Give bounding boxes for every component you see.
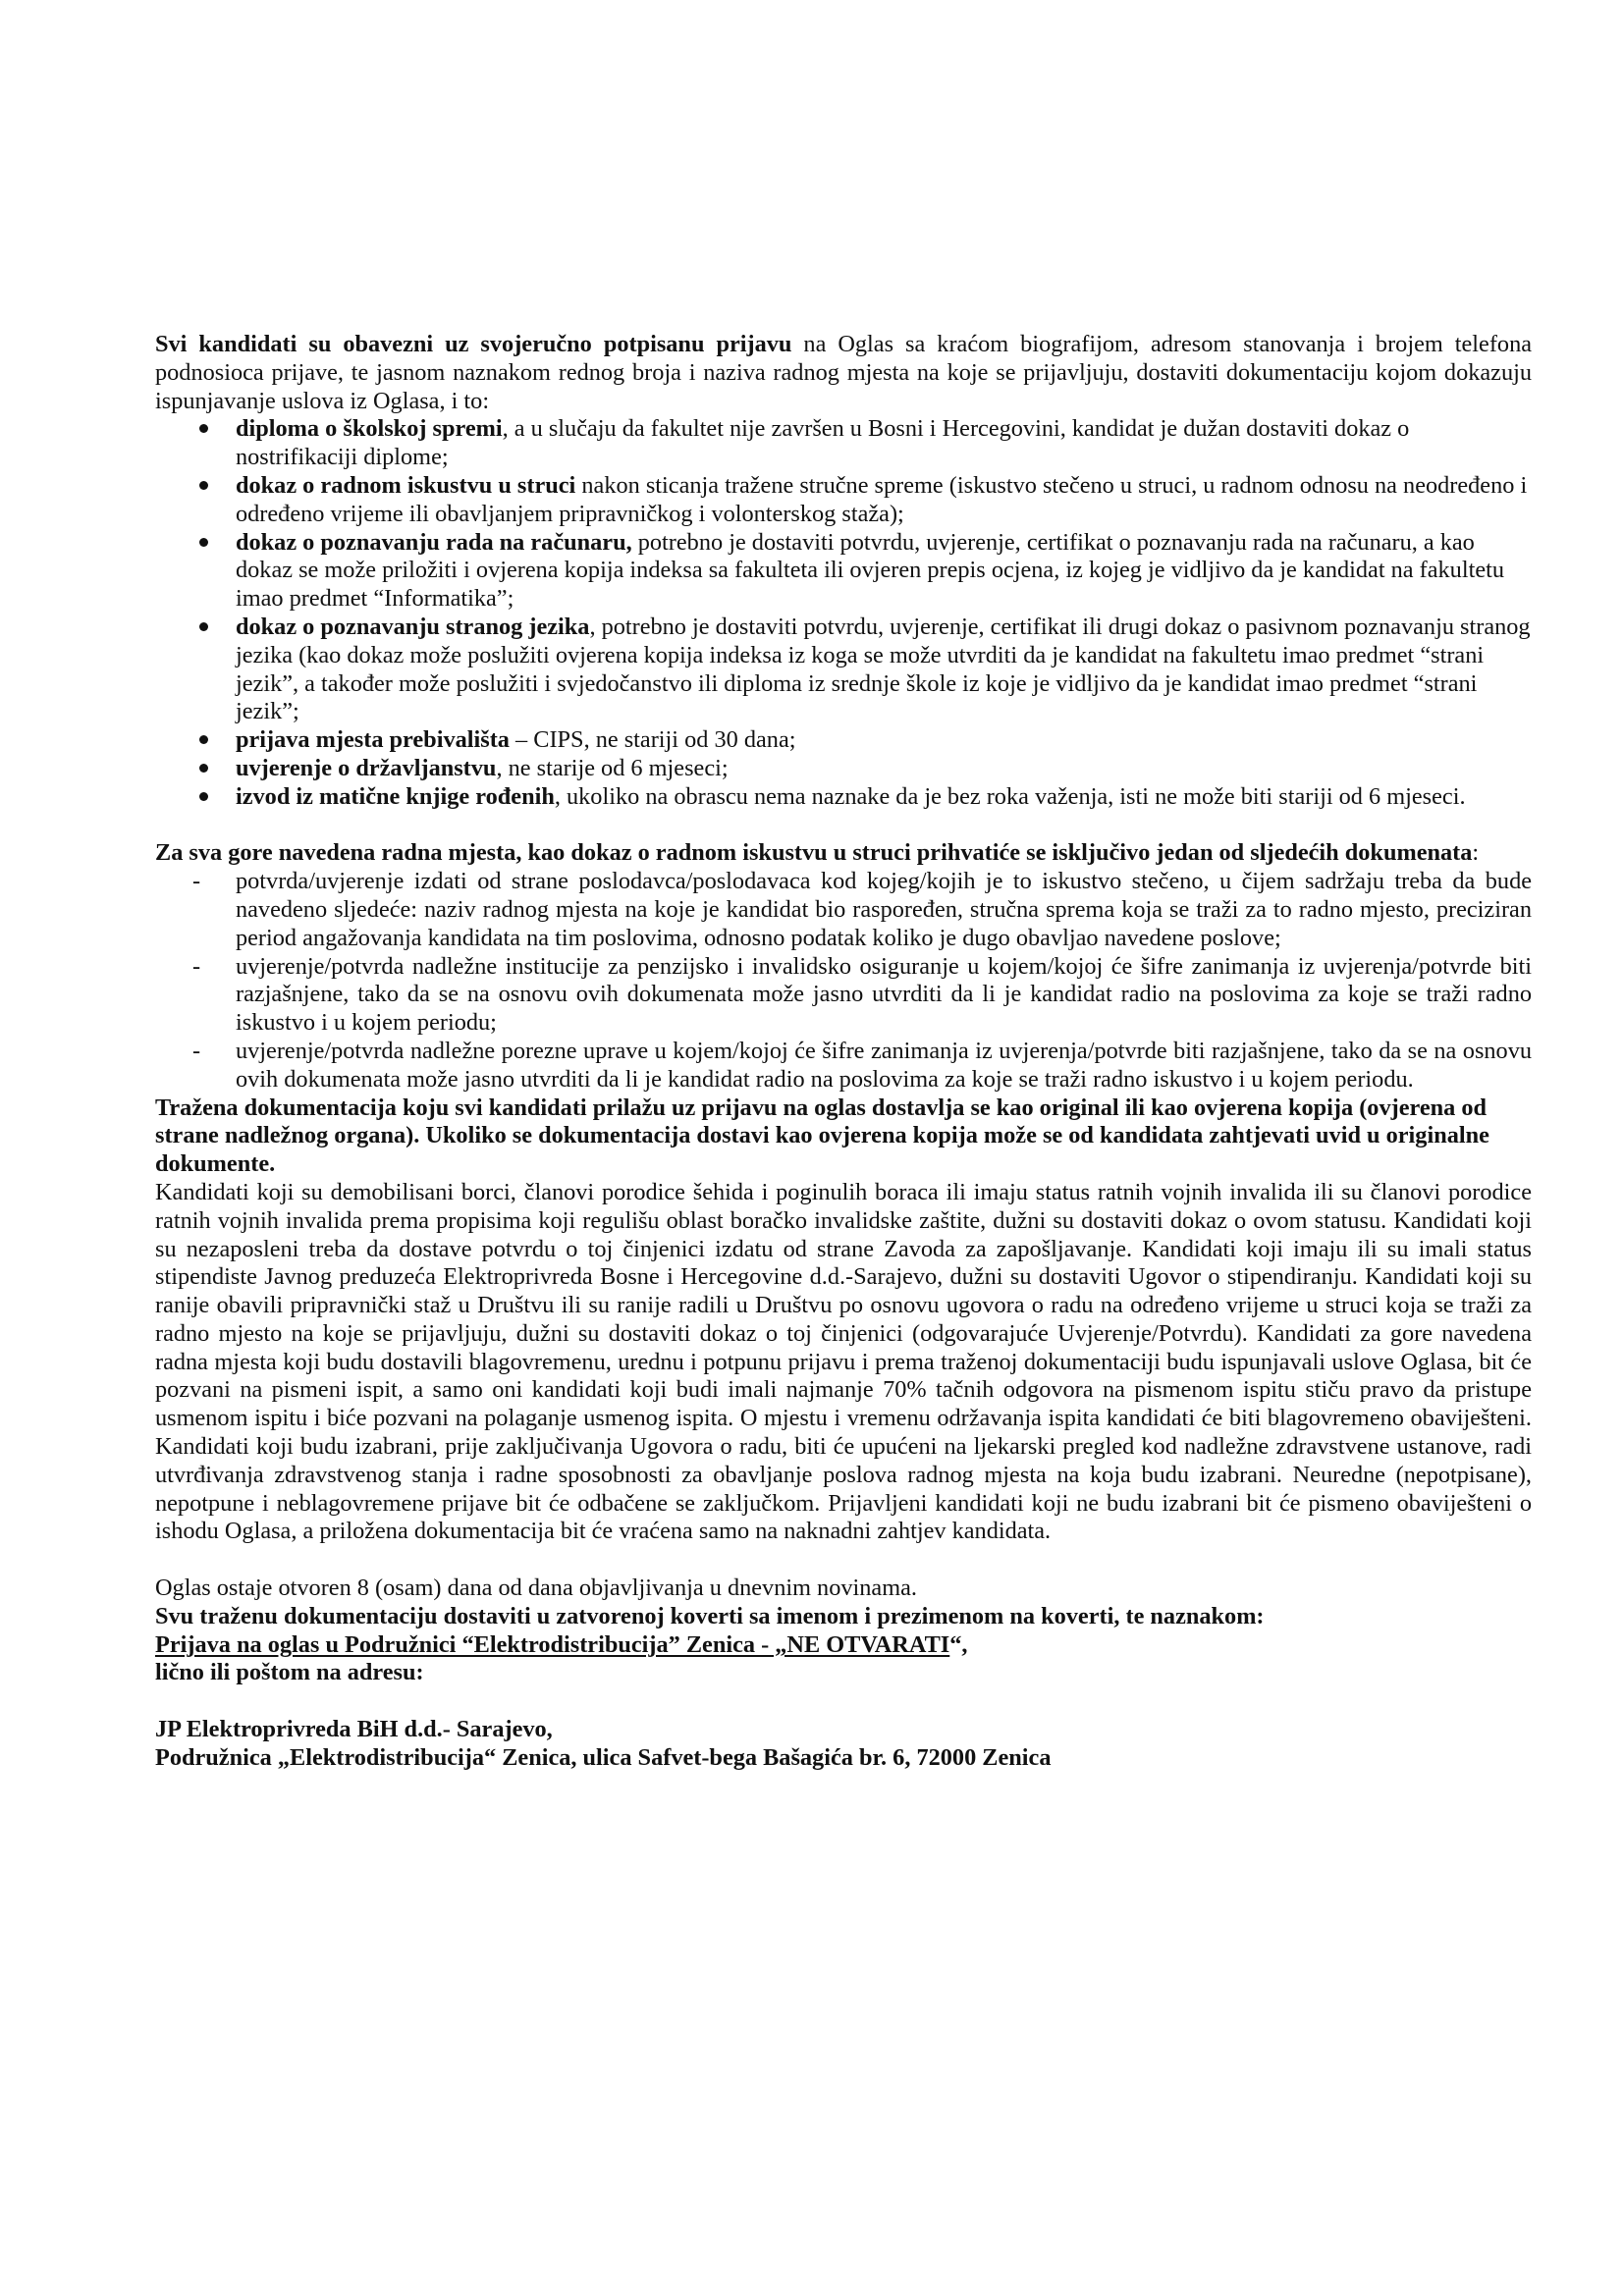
bullet-icon (196, 415, 236, 444)
list-item (155, 472, 1532, 529)
spacer (155, 1687, 1532, 1716)
required-documents-list (155, 415, 1532, 811)
item-text: potrebno je dostaviti potvrdu, uvjerenje, certifikat o poznavanju rada na računaru, a kao dokaz se može priložiti i ovjerena kopija indeksa sa fakulteta ili ovjeren prepis ocjena, iz kojeg je vidljivo da je kandidat na fakultetu imao predmet “Informatika”; (236, 528, 1505, 613)
item-text: uvjerenje/potvrda nadležne porezne uprave u kojem/kojoj će šifre zanimanja iz uvjerenja/potvrde biti razjašnjene, tako da se na osnovu ovih dokumenata može jasno utvrditi da li je kandidat radio na poslovima za koje se traži radno iskustvo i u kojem periodu. (236, 1037, 1532, 1093)
item-title: dokaz o radnom iskustvu u struci (236, 471, 576, 499)
address-line-1: JP Elektroprivreda BiH d.d.- Sarajevo, (155, 1716, 553, 1743)
item-title: prijava mjesta prebivališta (236, 726, 510, 754)
dash-icon: - (192, 1037, 201, 1064)
item-title: izvod iz matične knjige rođenih (236, 782, 555, 810)
experience-heading (155, 839, 1532, 868)
bullet-icon (196, 726, 236, 755)
dash-icon: - (192, 868, 201, 895)
list-item (155, 868, 1532, 952)
bullet-icon (196, 614, 236, 642)
document-page (155, 331, 1532, 1773)
spacer (155, 1546, 1532, 1575)
envelope-label-suffix: “, (949, 1630, 968, 1658)
list-item (155, 529, 1532, 614)
experience-documents-list (155, 868, 1532, 1094)
item-text: , potrebno je dostaviti potvrdu, uvjerenje, certifikat ili drugi dokaz o pasivnom poznavanju stranog jezika (kao dokaz može poslužiti ovjerena kopija indeksa iz koga se može utvrditi da je kandidat na fakultetu imao predmet “strani jezik”, a također može poslužiti i svjedočanstvo ili diploma iz srednje škole iz koje je vidljivo da je kandidat imao predmet “strani jezik”; (236, 613, 1531, 725)
intro-paragraph (155, 331, 1532, 415)
list-item (155, 755, 1532, 783)
item-title: diploma o školskoj spremi (236, 415, 503, 443)
list-item (155, 953, 1532, 1038)
item-title: dokaz o poznavanju stranog jezika (236, 613, 590, 640)
item-title: dokaz o poznavanju rada na računaru, (236, 528, 632, 556)
envelope-label: Prijava na oglas u Podružnici “Elektrodistribucija” Zenica - „NE OTVARATI (155, 1630, 950, 1658)
bullet-icon (196, 529, 236, 558)
item-text: nakon sticanja tražene stručne spreme (iskustvo stečeno u struci, u radnom odnosu na neodređeno i određeno vrijeme ili obavljanjem pripravničkog i volonterskog staža); (236, 471, 1528, 527)
open-period: Oglas ostaje otvoren 8 (osam) dana od dana objavljivanja u dnevnim novinama. (155, 1575, 917, 1602)
item-text: – CIPS, ne stariji od 30 dana; (509, 726, 796, 754)
intro-text: na Oglas sa kraćom biografijom, adresom stanovanja i brojem telefona podnosioca prijave, te jasnom naznakom rednog broja i naziva radnog mjesta na koje se prijavljuju, dostaviti dokumentaciju kojom dokazuju ispunjavanje uslova iz Oglasa, i to: (155, 331, 1533, 414)
item-text: , a u slučaju da fakultet nije završen u Bosni i Hercegovini, kandidat je dužan dostaviti dokaz o nostrifikaciji diplome; (236, 415, 1410, 471)
list-item (155, 726, 1532, 755)
experience-heading-suffix: : (1472, 839, 1480, 867)
delivery-instruction: Svu traženu dokumentaciju dostaviti u zatvorenoj koverti sa imenom i prezimenom na koverti, te naznakom: (155, 1602, 1265, 1629)
certified-copies-note: Tražena dokumentacija koju svi kandidati prilažu uz prijavu na oglas dostavlja se kao original ili kao ovjerena kopija (ovjerena od strane nadležnog organa). Ukoliko se dokumentacija dostavi kao ovjerena kopija može se od kandidata zahtjevati uvid u originalne dokumente. (155, 1094, 1489, 1178)
list-item (155, 614, 1532, 726)
bullet-icon (196, 472, 236, 501)
address-line-2: Podružnica „Elektrodistribucija“ Zenica, ulica Safvet-bega Bašagića br. 6, 72000 Zenica (155, 1743, 1052, 1771)
envelope-label-line (155, 1631, 1532, 1660)
item-text: , ukoliko na obrascu nema naznake da je bez roka važenja, isti ne može biti stariji od 6 mjeseci. (554, 782, 1466, 810)
delivery-method: lično ili poštom na adresu: (155, 1659, 424, 1686)
item-text: , ne starije od 6 mjeseci; (496, 754, 729, 781)
list-item (155, 1038, 1532, 1095)
bullet-icon (196, 755, 236, 783)
main-paragraph: Kandidati koji su demobilisani borci, članovi porodice šehida i poginulih boraca ili imaju status ratnih vojnih invalida ili su članovi porodice ratnih vojnih invalida prema propisima koji regulišu oblast boračko invalidske zaštite, dužni su dostaviti dokaz o ovom statusu. Kandidati koji su nezaposleni treba da dostave potvrdu o toj činjenici izdatu od strane Zavoda za zapošljavanje. Kandidati koji imaju ili su imali status stipendiste Javnog preduzeća Elektroprivreda Bosne i Hercegovine d.d.-Sarajevo, dužni su dostaviti Ugovor o stipendiranju. Kandidati koji su ranije obavili pripravnički staž u Društvu ili su ranije radili u Društvu po osnovu ugovora o radu na određeno vrijeme u struci koja se traži za radno mjesto na koje se prijavljuju, dužni su dostaviti dokaz o toj činjenici (odgovarajuće Uvjerenje/Potvrdu). Kandidati za gore navedena radna mjesta koji budu dostavili blagovremenu, urednu i potpunu prijavu i prema traženoj dokumentaciji budu ispunjavali uslove Oglasa, bit će pozvani na pismeni ispit, a samo oni kandidati koji budi imali najmanje 70% tačnih odgovora na pismenom ispitu stiču pravo da pristupe usmenom ispitu i biće pozvani na polaganje usmenog ispita. O mjestu i vremenu održavanja ispita kandidati će biti blagovremeno obaviješteni. Kandidati koji budu izabrani, prije zaključivanja Ugovora o radu, biti će upućeni na ljekarski pregled kod nadležne zdravstvene ustanove, radi utvrđivanja zdravstvenog stanja i radne sposobnosti za obavljanje poslova radnog mjesta na koja budu izabrani. Neuredne (nepotpisane), nepotpune i neblagovremene prijave bit će odbačene se zaključkom. Prijavljeni kandidati koji ne budu izabrani bit će pismeno obaviješteni o ishodu Oglasa, a priložena dokumentacija bit će vraćena samo na naknadni zahtjev kandidata. (155, 1178, 1532, 1545)
experience-heading-text: Za sva gore navedena radna mjesta, kao dokaz o radnom iskustvu u struci prihvatiće se isključivo jedan od sljedećih dokumenata (155, 839, 1473, 867)
item-text: potvrda/uvjerenje izdati od strane poslodavca/poslodavaca kod kojeg/kojih je to iskustvo stečeno, u čijem sadržaju treba da bude navedeno sljedeće: naziv radnog mjesta na koje je kandidat bio raspoređen, stručna sprema koja se traži za to radno mjesto, preciziran period angažovanja kandidata na tim poslovima, odnosno podatak koliko je dugo obavljao navedene poslove; (236, 868, 1532, 951)
bullet-icon (196, 783, 236, 812)
spacer (155, 812, 1532, 840)
dash-icon: - (192, 952, 201, 980)
list-item (155, 783, 1532, 812)
item-title: uvjerenje o državljanstvu (236, 754, 497, 781)
intro-bold: Svi kandidati su obavezni uz svojeručno potpisanu prijavu (155, 331, 792, 357)
list-item (155, 415, 1532, 472)
item-text: uvjerenje/potvrda nadležne institucije za penzijsko i invalidsko osiguranje u kojem/kojoj će šifre zanimanja iz uvjerenja/potvrde biti razjašnjene, tako da se na osnovu ovih dokumenata može jasno utvrditi da li je kandidat radio na poslovima za koje se traži radno iskustvo i u kojem periodu; (236, 952, 1532, 1037)
